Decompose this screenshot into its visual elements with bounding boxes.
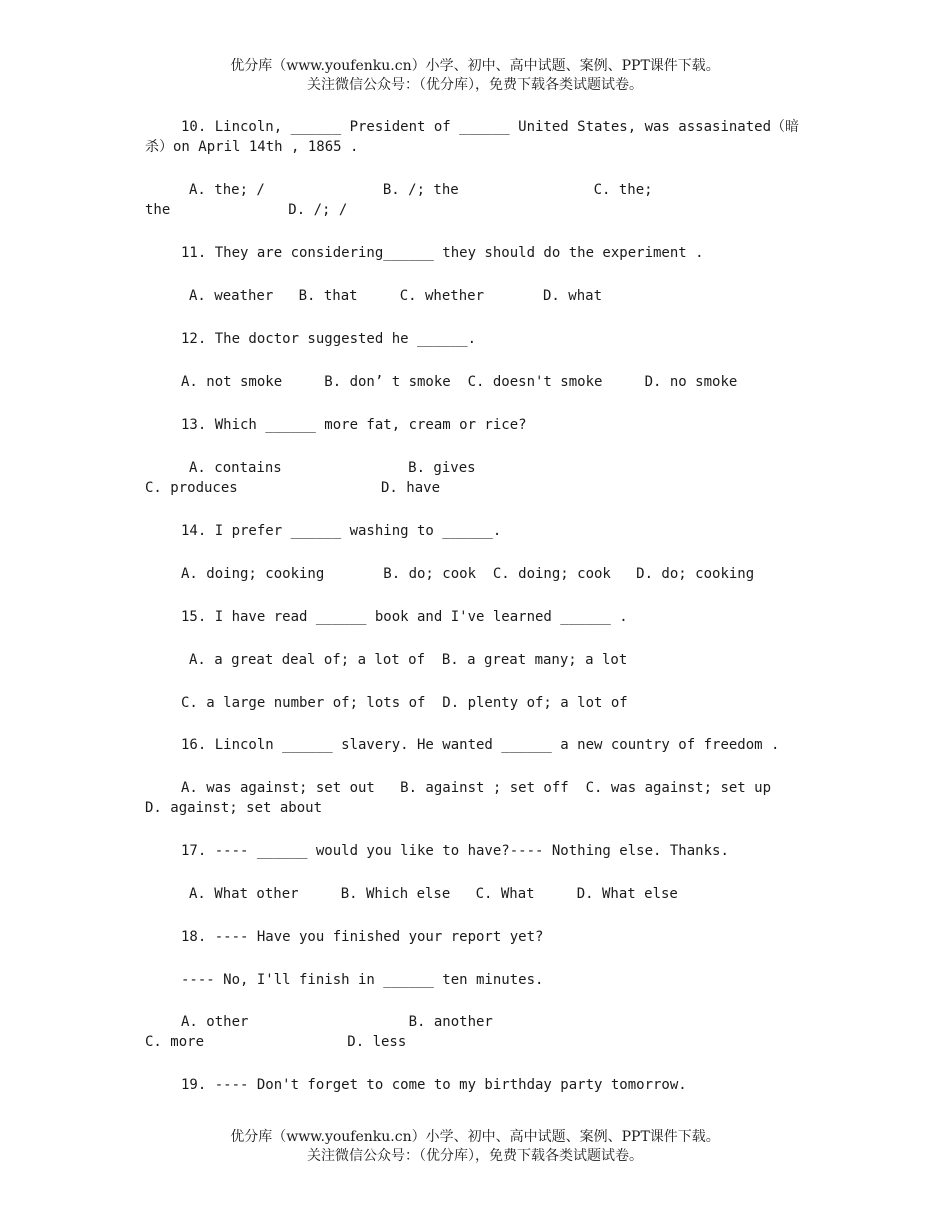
- question-11-options: A. weather B. that C. whether D. what: [189, 288, 603, 304]
- footer-line-1: 优分库（www.youfenku.cn）小学、初中、高中试题、案例、PPT课件下载。: [230, 1129, 720, 1145]
- question-14-options: A. doing; cooking B. do; cook C. doing; cook D. do; cooking: [181, 566, 755, 582]
- question-12-options: A. not smoke B. don’ t smoke C. doesn't smoke D. no smoke: [181, 374, 738, 390]
- question-17-options: A. What other B. Which else C. What D. What else: [189, 886, 678, 902]
- question-10-options-cont: the D. /; /: [145, 202, 348, 218]
- question-16-stem: 16. Lincoln ______ slavery. He wanted ______ a new country of freedom .: [181, 737, 780, 753]
- question-10-stem: 10. Lincoln, ______ President of ______ United States, was assasinated（暗: [181, 119, 800, 135]
- footer-line-2: 关注微信公众号：（优分库），免费下载各类试题试卷。: [307, 1148, 643, 1164]
- question-11-stem: 11. They are considering______ they should do the experiment .: [181, 245, 704, 261]
- question-12-stem: 12. The doctor suggested he ______.: [181, 331, 477, 347]
- question-10-stem-cont: 杀）on April 14th , 1865 .: [145, 139, 359, 155]
- question-15-options-ab: A. a great deal of; a lot of B. a great many; a lot: [189, 652, 628, 668]
- question-15-stem: 15. I have read ______ book and I've learned ______ .: [181, 609, 628, 625]
- question-18-stem-reply: ---- No, I'll finish in ______ ten minutes.: [181, 972, 544, 988]
- question-17-stem: 17. ---- ______ would you like to have?---- Nothing else. Thanks.: [181, 843, 729, 859]
- question-19-stem: 19. ---- Don't forget to come to my birthday party tomorrow.: [181, 1077, 687, 1093]
- question-18-stem: 18. ---- Have you finished your report yet?: [181, 929, 544, 945]
- question-10-options: A. the; / B. /; the C. the;: [189, 182, 653, 198]
- header-line-2: 关注微信公众号：（优分库），免费下载各类试题试卷。: [307, 77, 643, 93]
- question-14-stem: 14. I prefer ______ washing to ______.: [181, 523, 502, 539]
- question-16-options: A. was against; set out B. against ; set off C. was against; set up: [181, 780, 772, 796]
- question-18-options: A. other B. another: [181, 1014, 493, 1030]
- question-18-options-cont: C. more D. less: [145, 1034, 407, 1050]
- question-16-options-cont: D. against; set about: [145, 800, 323, 816]
- header-line-1: 优分库（www.youfenku.cn）小学、初中、高中试题、案例、PPT课件下载。: [230, 58, 720, 74]
- question-13-stem: 13. Which ______ more fat, cream or rice?: [181, 417, 527, 433]
- question-13-options: A. contains B. gives: [189, 460, 476, 476]
- question-15-options-cd: C. a large number of; lots of D. plenty of; a lot of: [181, 695, 628, 711]
- question-13-options-cont: C. produces D. have: [145, 480, 441, 496]
